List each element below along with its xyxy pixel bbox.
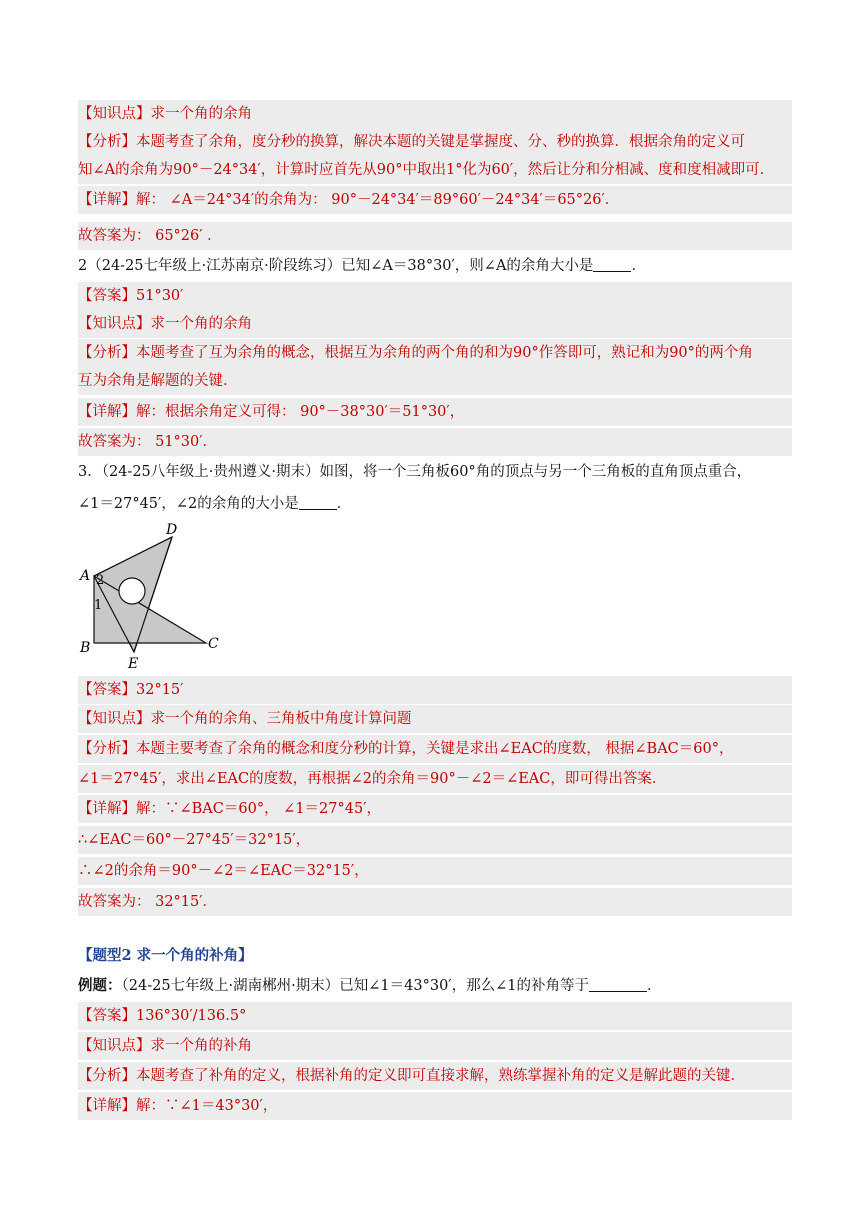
solution-tag: 【详解】 [78,404,136,420]
answer-blank [299,493,337,510]
answer-blank [589,975,647,992]
section-heading [78,942,792,970]
solution-tag: 【详解】 [78,1098,136,1114]
label-c: C [208,636,219,652]
example-text: （24-25七年级上·湖南郴州·期末）已知∠1＝43°30′，那么∠1的补角等于 [121,978,589,994]
answer-tag: 【答案】 [78,1008,136,1024]
label-angle-1: 1 [94,598,103,613]
answer-tag: 【答案】 [78,288,136,304]
answer-line [78,676,792,704]
question-line [78,458,792,486]
solution-line [78,1092,792,1120]
analysis-text: 互为余角是解题的关键． [78,373,238,389]
solution-tag: 【详解】 [78,192,136,208]
answer-text: 32°15′ [136,682,184,698]
analysis-tag: 【分析】 [78,1068,136,1084]
analysis-line [78,128,792,156]
analysis-line [78,367,792,395]
analysis-tag: 【分析】 [78,134,136,150]
answer-text: 136°30′/136.5° [136,1008,247,1024]
answer-text: 故答案为： 32°15′． [78,894,218,910]
solution-tag: 【详解】 [78,801,136,817]
solution-line [78,398,792,426]
solution-line [78,186,792,214]
question-line: ∠1＝27°45′，∠2的余角的大小是 ． [78,490,792,518]
knowledge-tag: 【知识点】 [78,106,151,122]
analysis-tag: 【分析】 [78,345,136,361]
solution-text: 解：∵∠BAC＝60°， ∠1＝27°45′， [136,801,381,817]
analysis-tag: 【分析】 [78,741,136,757]
label-angle-2: 2 [96,573,105,588]
knowledge-text: 求一个角的余角、三角板中角度计算问题 [150,711,412,727]
knowledge-text: 求一个角的余角 [150,106,252,122]
solution-text: 解：∵∠1＝43°30′， [136,1098,278,1114]
label-d: D [166,522,178,538]
solution-text: 解： ∠A＝24°34′的余角为： 90°－24°34′＝89°60′－24°34′＝65°26′． [136,192,620,208]
analysis-line [78,1062,792,1090]
label-a: A [80,568,91,584]
knowledge-point-line [78,100,792,128]
example-line: 例题：（24-25七年级上·湖南郴州·期末）已知∠1＝43°30′，那么∠1的补角等于 ． [78,977,662,994]
analysis-text: ∠1＝27°45′，求出∠EAC的度数，再根据∠2的余角＝90°－∠2＝∠EAC，即可得出答案． [78,771,667,787]
knowledge-tag: 【知识点】 [78,711,151,727]
analysis-line [78,765,792,793]
section-heading-text: 【题型2 求一个角的补角】 [78,947,253,964]
analysis-text: 知∠A的余角为90°－24°34′，计算时应首先从90°中取出1°化为60′，然后让分和分相减、度和度相减即可． [78,162,775,178]
answer-line [78,428,792,456]
analysis-text: 本题考查了互为余角的概念，根据互为余角的两个角的和为90°作答即可，熟记和为90°的两个角 [136,345,753,361]
solution-text: ∴∠EAC＝60°－27°45′＝32°15′， [78,832,311,848]
knowledge-tag: 【知识点】 [78,1038,151,1054]
analysis-line [78,156,792,184]
triangle-figure [76,518,226,670]
answer-line [78,282,792,310]
knowledge-point-line [78,310,792,338]
answer-text: 51°30′ [136,288,184,304]
question-text: 2（24-25七年级上·江苏南京·阶段练习）已知∠A＝38°30′，则∠A的余角大小是 [78,258,594,274]
answer-line [78,222,792,250]
answer-tag: 【答案】 [78,682,136,698]
label-e: E [128,656,139,670]
analysis-text: 本题考查了补角的定义，根据补角的定义即可直接求解，熟练掌握补角的定义是解此题的关键． [136,1068,745,1084]
answer-text: 故答案为： 51°30′． [78,434,218,450]
analysis-text: 本题主要考查了余角的概念和度分秒的计算，关键是求出∠EAC的度数， 根据∠BAC＝60°， [136,741,734,757]
answer-line [78,888,792,916]
analysis-line [78,339,792,367]
analysis-line [78,735,792,763]
question-text: ∠1＝27°45′，∠2的余角的大小是 [78,496,299,512]
answer-line [78,1002,792,1030]
answer-text: 故答案为： 65°26′ ． [78,228,222,244]
answer-blank [593,255,631,272]
knowledge-point-line [78,1032,792,1060]
solution-line [78,857,792,885]
hole-circle [119,578,145,604]
solution-text: ∴∠2的余角＝90°－∠2＝∠EAC＝32°15′， [78,863,369,879]
solution-line [78,826,792,854]
question-line: 2（24-25七年级上·江苏南京·阶段练习）已知∠A＝38°30′，则∠A的余角大小是 ． [78,252,792,280]
knowledge-point-line [78,705,792,733]
label-b: B [80,640,91,656]
knowledge-tag: 【知识点】 [78,316,151,332]
analysis-text: 本题考查了余角，度分秒的换算，解决本题的关键是掌握度、分、秒的换算．根据余角的定义可 [136,134,745,150]
knowledge-text: 求一个角的余角 [150,316,252,332]
example-lead: 例题： [78,977,122,994]
question-text: 3．（24-25八年级上·贵州遵义·期末）如图，将一个三角板60°角的顶点与另一个三角板的直角顶点重合， [78,464,752,480]
knowledge-text: 求一个角的补角 [150,1038,252,1054]
solution-line [78,795,792,823]
solution-text: 解：根据余角定义可得： 90°－38°30′＝51°30′， [136,404,465,420]
